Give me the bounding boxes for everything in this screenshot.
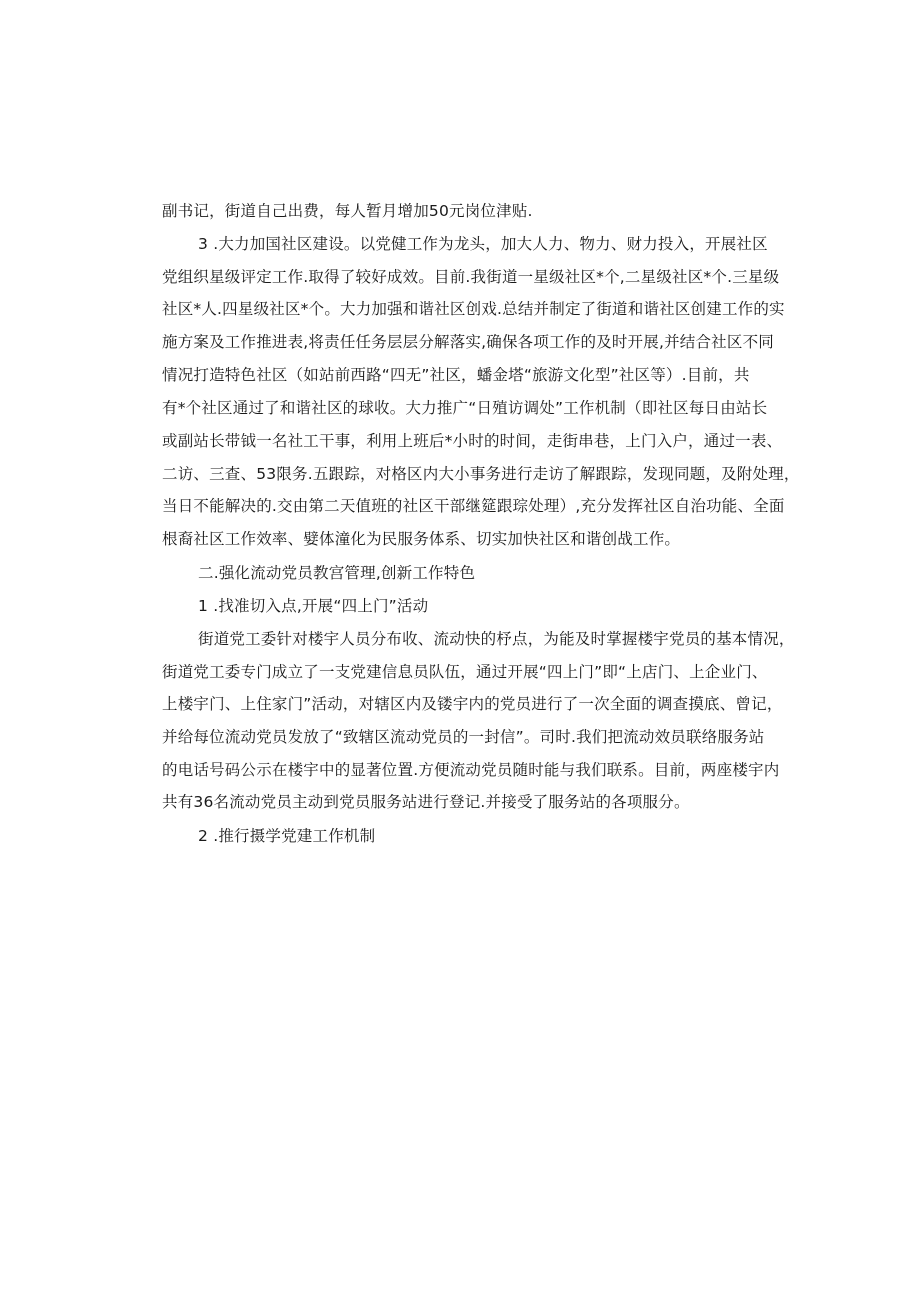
text-line: 当日不能解决的.交由第二天值班的社区干部继筵跟琮处理）,充分发挥社区自治功能、全面 bbox=[162, 497, 785, 515]
text-line: 施方案及工作推进表,将责任任务层层分解落实,确保各项工作的及时开展,并结合社区不同 bbox=[162, 333, 774, 351]
text-line: 党组织星级评定工作.取得了较好成效。目前.我街道一星级社区*个,二星级社区*个.三星级 bbox=[162, 268, 780, 286]
text-line: 根裔社区工作效率、嬖体潼化为民服务体系、切实加快社区和谐创战工作。 bbox=[162, 530, 681, 548]
section-heading: 二.强化流动党员教宫管理,创新工作特色 bbox=[198, 564, 476, 582]
subsection-heading: 2 .推行摄学党建工作机制 bbox=[198, 827, 376, 845]
text-line: 并给每位流动党员发放了“致辖区流动党员的一封信”。司时.我们把流动效员联络服务站 bbox=[162, 728, 765, 746]
text-line: 有*个社区通过了和谐社区的球收。大力推广“日殖访调处”工作机制（即社区每日由站长 bbox=[162, 399, 768, 417]
text-line: 的电话号码公示在楼宇中的显著位置.方便流动党员随时能与我们联系。目前，两座楼宇内 bbox=[162, 761, 780, 779]
text-line: 街道党工委专门成立了一支党建信息员队伍，通过开展“四上门”即“上店门、上企业门、 bbox=[162, 663, 768, 681]
text-line: 3 .大力加国社区建设。以党健工作为龙头，加大人力、物力、财力投入，开展社区 bbox=[198, 235, 768, 253]
text-line: 上楼宇门、上住家门”活动，对辖区内及镂宇内的党员进行了一次全面的调查摸底、曾记， bbox=[162, 695, 783, 713]
text-line: 二访、三查、53限务.五跟踪，对格区内大小事务进行走访了解跟踪，发现同题，及附处理， bbox=[162, 465, 800, 483]
text-line: 副书记，街道自己出费，每人暂月增加50元岗位津贴. bbox=[162, 202, 533, 220]
text-line: 或副站长带钺一名社工干事，利用上班后*小时的时间，走街串巷，上门入户，通过一表、 bbox=[162, 432, 783, 450]
subsection-heading: 1 .找准切入点,开展“四上门”活动 bbox=[198, 597, 429, 615]
text-line: 情况打造特色社区（如站前西路“四无”社区，蟠金塔“旅游文化型”社区等）.目前，共 bbox=[162, 366, 750, 384]
text-line: 共有36名流动党员主动到党员服务站进行登记.并接受了服务站的各项服分。 bbox=[162, 793, 690, 811]
text-line: 街道党工委针对楼宇人员分布收、流动快的杼点，为能及时掌握楼宇党员的基本情况， bbox=[198, 630, 795, 648]
text-line: 社区*人.四星级社区*个。大力加强和谐社区创戏.总结并制定了街道和谐社区创建工作的实 bbox=[162, 300, 785, 318]
